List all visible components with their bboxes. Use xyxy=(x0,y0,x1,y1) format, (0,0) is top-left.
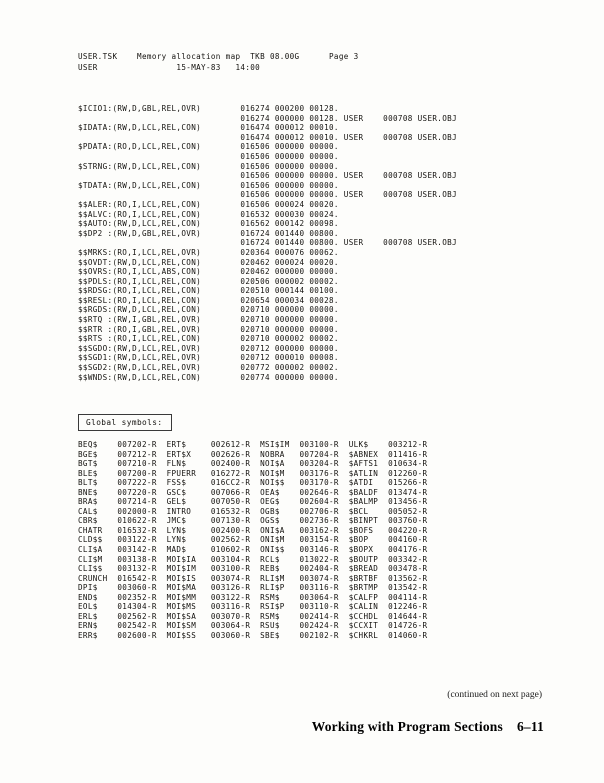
listing-header-line: USER 15-MAY-83 14:00 xyxy=(78,62,261,72)
alloc-line: $ICIO1:(RW,D,GBL,REL,OVR) 016274 000200 00128. xyxy=(78,104,339,113)
symbol-row: BNE$ 007220-R GSC$ 007066-R OEA$ 002646-R $BALDF 013474-R xyxy=(78,487,428,497)
alloc-line: $$MRKS:(RO,I,LCL,REL,OVR) 020364 000076 00062. xyxy=(78,247,339,257)
symbol-row: CRUNCH 016542-R MOI$IS 003074-R RLI$M 003074-R $BRTBF 013562-R xyxy=(78,573,428,583)
alloc-line: $$RGDS:(RW,D,LCL,REL,CON) 020710 000000 00000. xyxy=(78,305,339,315)
alloc-line: 016506 000000 00000. xyxy=(78,151,339,161)
symbol-row: EOL$ 014304-R MOI$MS 003116-R RSI$P 003110-R $CALIN 012246-R xyxy=(78,602,428,612)
alloc-line: $$DP2 :(RW,D,GBL,REL,OVR) 016724 001440 00800. xyxy=(78,228,339,238)
alloc-line: 016506 000000 00000. USER 000708 USER.OBJ xyxy=(78,171,457,181)
symbol-row: BLE$ 007200-R FPUERR 016272-R NOI$M 003176-R $ATLIN 012260-R xyxy=(78,468,428,478)
alloc-line: 016724 001440 00800. USER 000708 USER.OBJ xyxy=(78,238,457,248)
listing-header-line: USER.TSK Memory allocation map TKB 08.00G Page 3 xyxy=(78,52,359,61)
symbol-row: CBR$ 010622-R JMC$ 007130-R OGS$ 002736-R $BINPT 003760-R xyxy=(78,516,428,526)
symbol-row: BRA$ 007214-R GEL$ 007050-R OEG$ 002604-R $BALMP 013456-R xyxy=(78,497,428,507)
page-footer xyxy=(312,719,544,735)
listing-header xyxy=(78,52,359,73)
alloc-line: $$RTS :(RO,I,LCL,REL,CON) 020710 000002 00002. xyxy=(78,334,339,344)
symbol-row: END$ 002352-R MOI$MM 003122-R RSM$ 003064-R $CALFP 004114-R xyxy=(78,592,428,602)
symbol-row: CHATR 016532-R LYN$ 002400-R ONI$A 003162-R $BOFS 004220-R xyxy=(78,525,428,535)
symbol-row: BGT$ 007210-R FLN$ 002400-R NOI$A 003204-R $AFTS1 010634-R xyxy=(78,459,428,469)
alloc-line: $$RESL:(RO,I,LCL,REL,CON) 020654 000034 00028. xyxy=(78,295,339,305)
alloc-line: $PDATA:(RO,D,LCL,REL,CON) 016506 000000 00000. xyxy=(78,142,339,152)
alloc-line: 016474 000012 00010. USER 000708 USER.OBJ xyxy=(78,132,457,142)
symbol-row: CLI$A 003142-R MAD$ 010602-R ONI$$ 003146-R $BOPX 004176-R xyxy=(78,545,428,555)
symbol-row: CLI$$ 003132-R MOI$IM 003100-R REB$ 002404-R $BREAD 003478-R xyxy=(78,564,428,574)
alloc-line: $$ALER:(RO,I,LCL,REL,CON) 016506 000024 00020. xyxy=(78,199,339,209)
alloc-line: $$WNDS:(RW,D,LCL,REL,CON) 020774 000000 00000. xyxy=(78,372,339,382)
symbol-row: BGE$ 007212-R ERT$X 002626-R NOBRA 007204-R $ABNEX 011416-R xyxy=(78,449,428,459)
symbol-row: BLT$ 007222-R FSS$ 016CC2-R NOI$$ 003170-R $ATDI 015266-R xyxy=(78,478,428,488)
symbol-row: ERR$ 002600-R MOI$SS 003060-R SBE$ 002102-R $CHKRL 014060-R xyxy=(78,630,428,640)
alloc-line: $$RDSG:(RO,I,LCL,REL,CON) 020510 000144 00100. xyxy=(78,286,339,296)
alloc-line: $TDATA:(RW,D,LCL,REL,CON) 016506 000000 00000. xyxy=(78,180,339,190)
global-symbols-title: Global symbols: xyxy=(86,418,163,427)
alloc-line: $$PDLS:(RO,I,LCL,REL,CON) 020506 000002 00002. xyxy=(78,276,339,286)
symbol-row: CAL$ 002000-R INTRO 016532-R OGB$ 002706-R $BCL 005052-R xyxy=(78,506,428,516)
footer-page-number: 6–11 xyxy=(516,719,544,734)
alloc-line: $$OVRS:(RO,I,LCL,ABS,CON) 020462 000000 00000. xyxy=(78,267,339,277)
alloc-line: $$ALVC:(RO,I,LCL,REL,CON) 016532 000030 00024. xyxy=(78,209,339,219)
alloc-line: $STRNG:(RW,D,LCL,REL,CON) 016506 000000 00000. xyxy=(78,161,339,171)
symbol-row: BEQ$ 007202-R ERT$ 002612-R MSI$IM 003100-R ULK$ 003212-R xyxy=(78,440,428,449)
alloc-line: $$AUTO:(RW,D,LCL,REL,CON) 016562 000142 00098. xyxy=(78,219,339,229)
symbol-row: ERN$ 002542-R MOI$SM 003064-R RSU$ 002424-R $CCXIT 014726-R xyxy=(78,621,428,631)
symbol-row: CLI$M 003138-R MOI$IA 003104-R RCL$ 013022-R $BOUTP 003342-R xyxy=(78,554,428,564)
continued-note: (continued on next page) xyxy=(447,690,542,700)
alloc-line: $$SGD2:(RW,D,LCL,REL,OVR) 020772 000002 00002. xyxy=(78,363,339,373)
alloc-line: $$RTQ :(RW,I,GBL,REL,OVR) 020710 000000 00000. xyxy=(78,315,339,325)
alloc-line: 016506 000000 00000. USER 000708 USER.OBJ xyxy=(78,190,457,200)
alloc-line: $IDATA:(RW,D,LCL,REL,CON) 016474 000012 00010. xyxy=(78,123,339,133)
footer-chapter-title: Working with Program Sections xyxy=(311,719,503,734)
global-symbol-table xyxy=(78,440,427,640)
symbol-row: DPI$ 003060-R MOI$MA 003126-R RLI$P 003116-R $BRTMP 013542-R xyxy=(78,583,428,593)
alloc-line: $$OVDT:(RW,D,LCL,REL,CON) 020462 000024 00020. xyxy=(78,257,339,267)
global-symbols-heading-box xyxy=(78,414,172,431)
alloc-line: $$RTR :(RO,I,GBL,REL,OVR) 020710 000000 00000. xyxy=(78,324,339,334)
symbol-row: CLD$$ 003122-R LYN$ 002562-R ONI$M 003154-R $BOP 004160-R xyxy=(78,535,428,545)
alloc-line: $$SGDO:(RW,D,LCL,REL,OVR) 020712 000000 00000. xyxy=(78,343,339,353)
alloc-line: $$SGD1:(RW,D,LCL,REL,OVR) 020712 000010 00008. xyxy=(78,353,339,363)
symbol-row: ERL$ 002562-R MOI$SA 003070-R RSM$ 002414-R $CCHDL 014644-R xyxy=(78,611,428,621)
memory-allocation-block xyxy=(78,104,457,382)
alloc-line: 016274 000000 00128. USER 000708 USER.OBJ xyxy=(78,113,457,123)
